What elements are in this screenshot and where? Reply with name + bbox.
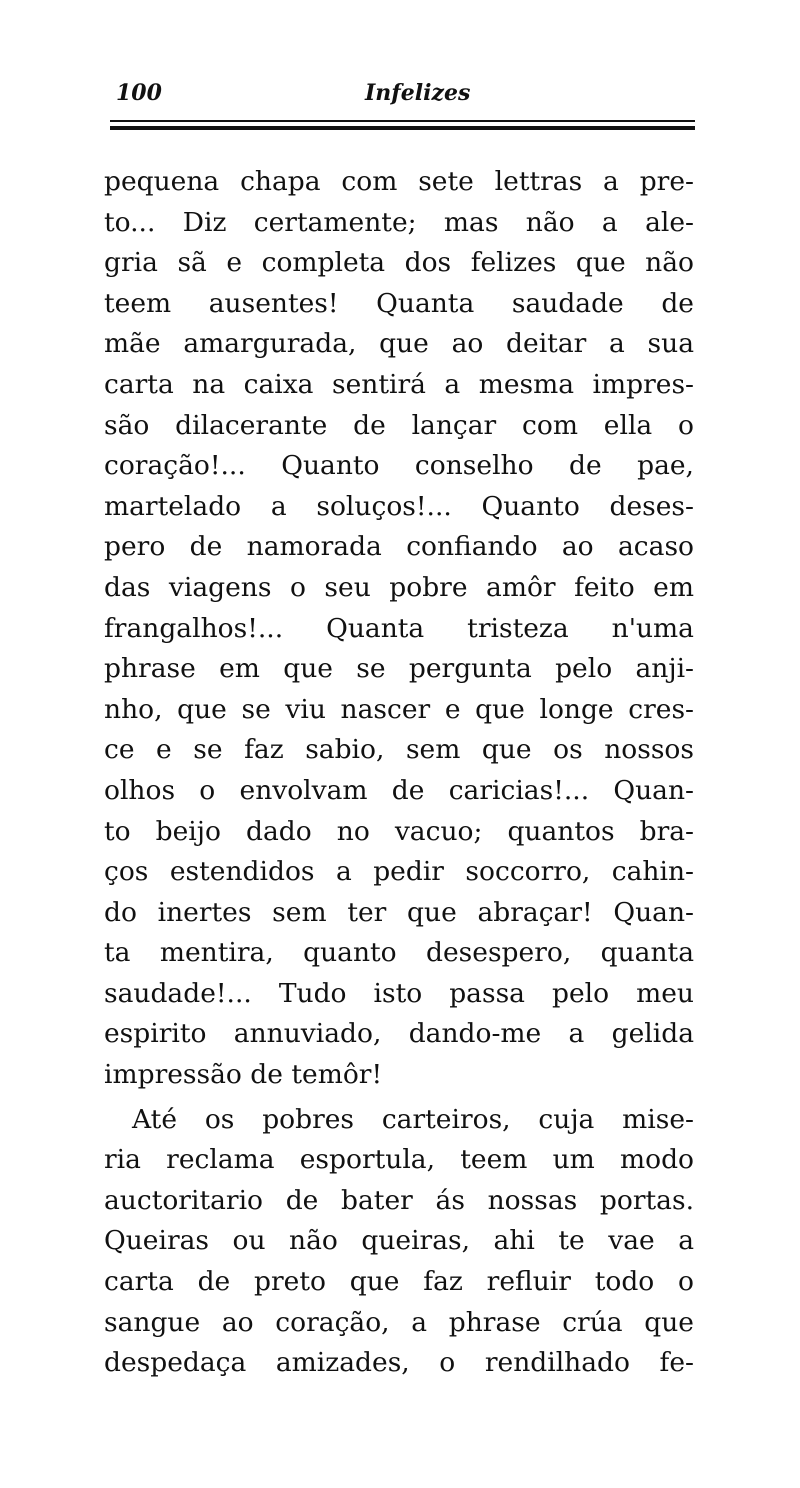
- text-line: carta na caixa sentirá a mesma impres-: [104, 368, 694, 400]
- text-line: carta de preto que faz refluir todo o: [104, 1266, 694, 1298]
- text-line: gria sã e completa dos felizes que não: [104, 247, 694, 279]
- body-text: [104, 162, 694, 1384]
- text-line: phrase em que se pergunta pelo anji-: [104, 653, 694, 685]
- text-line: impressão de temôr!: [104, 1059, 383, 1091]
- text-line: teem ausentes! Quanta saudade de: [104, 287, 694, 319]
- text-line: são dilacerante de lançar com ella o: [104, 409, 694, 441]
- text-line: mãe amargurada, que ao deitar a sua: [104, 328, 694, 360]
- text-line: Até os pobres carteiros, cuja mise-: [132, 1103, 694, 1135]
- text-line: auctoritario de bater ás nossas portas.: [104, 1184, 694, 1216]
- text-line: Queiras ou não queiras, ahi te vae a: [104, 1225, 694, 1257]
- running-header: [110, 70, 695, 110]
- text-line: coração!... Quanto conselho de pae,: [104, 450, 694, 482]
- text-line: despedaça amizades, o rendilhado fe-: [104, 1347, 694, 1379]
- text-line: pequena chapa com sete lettras a pre-: [104, 166, 694, 197]
- text-line: nho, que se viu nascer e que longe cres-: [104, 693, 694, 725]
- text-line: ria reclama esportula, teem um modo: [104, 1144, 694, 1176]
- running-title: Infelizes: [365, 80, 471, 106]
- header-rule-thin: [110, 120, 695, 122]
- text-line: martelado a soluços!... Quanto deses-: [104, 490, 694, 522]
- text-line: ços estendidos a pedir soccorro, cahin-: [104, 856, 694, 888]
- text-line: pero de namorada confiando ao acaso: [104, 531, 694, 563]
- text-line: olhos o envolvam de caricias!... Quan-: [104, 774, 694, 806]
- text-line: sangue ao coração, a phrase crúa que: [104, 1306, 694, 1338]
- page-number: 100: [116, 80, 162, 106]
- text-line: to... Diz certamente; mas não a ale-: [104, 206, 694, 238]
- text-line: das viagens o seu pobre amôr feito em: [104, 571, 694, 603]
- text-line: do inertes sem ter que abraçar! Quan-: [104, 896, 694, 928]
- text-line: to beijo dado no vacuo; quantos bra-: [104, 815, 694, 847]
- header-rule-thick: [110, 126, 695, 130]
- text-line: ce e se faz sabio, sem que os nossos: [104, 734, 694, 766]
- text-line: frangalhos!... Quanta tristeza n'uma: [104, 612, 694, 644]
- text-line: saudade!... Tudo isto passa pelo meu: [104, 977, 694, 1009]
- text-line: espirito annuviado, dando-me a gelida: [104, 1018, 694, 1050]
- text-line: ta mentira, quanto desespero, quanta: [104, 937, 694, 969]
